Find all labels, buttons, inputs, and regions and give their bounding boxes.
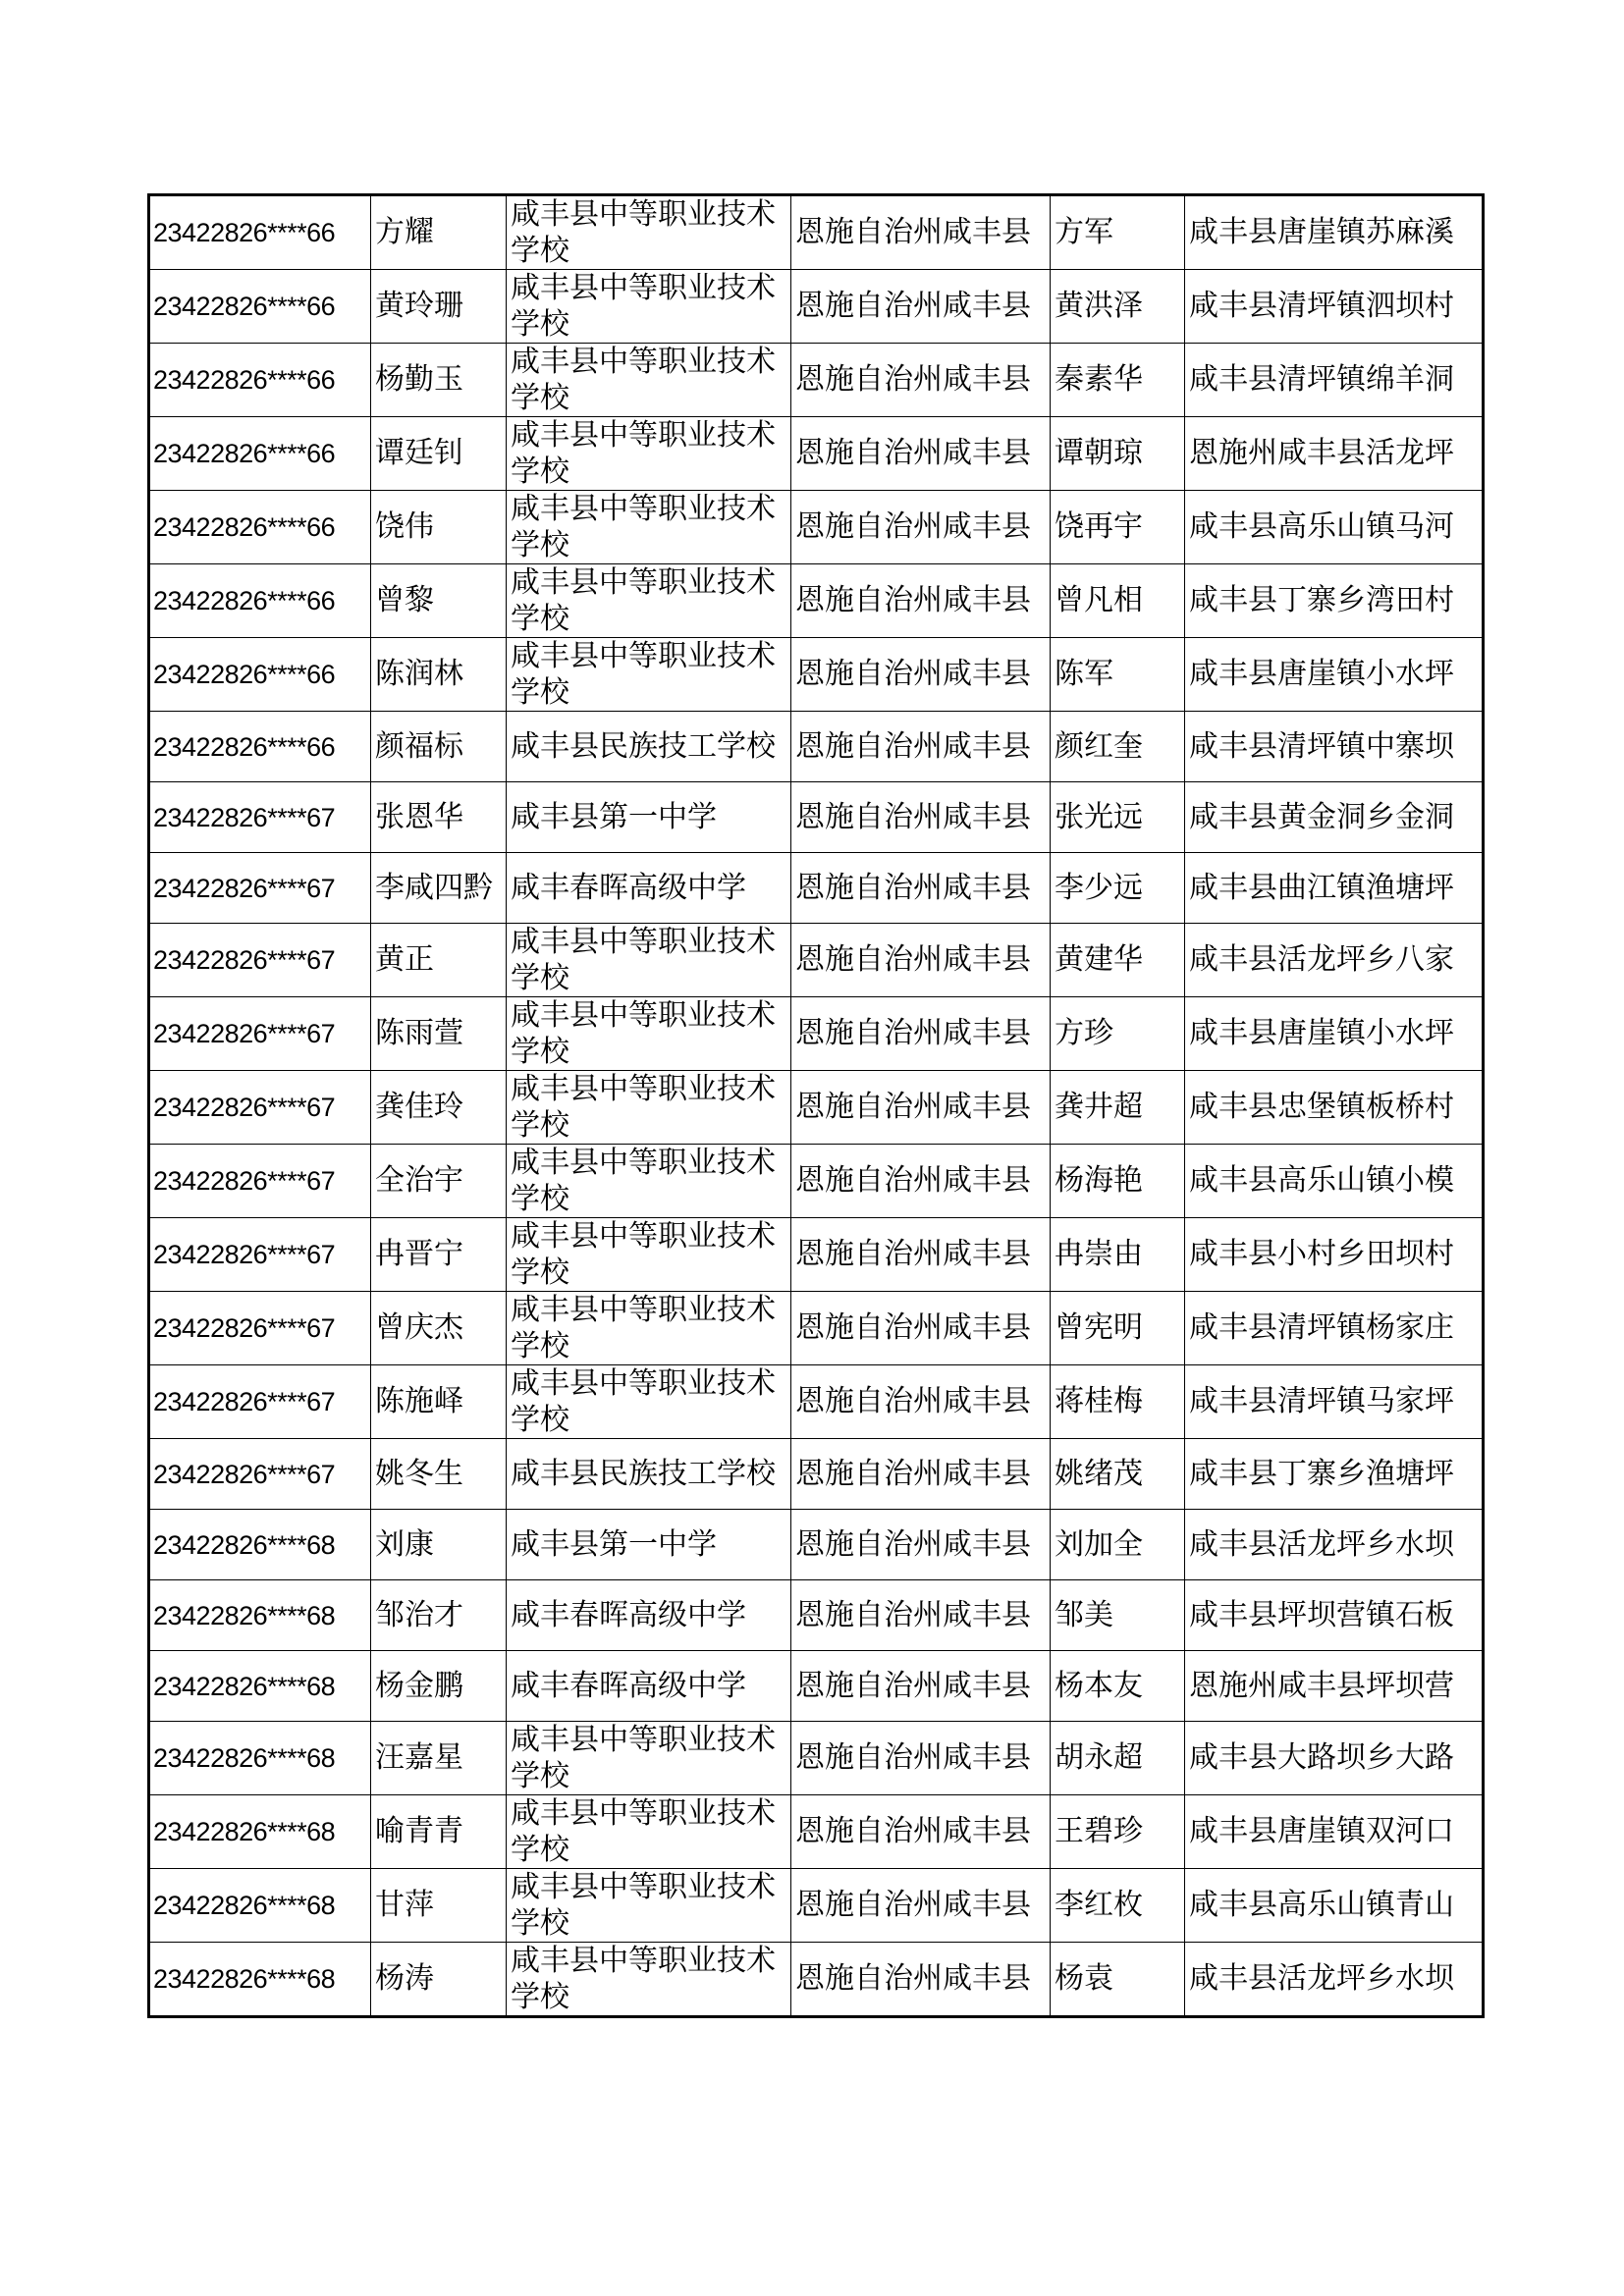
region-cell: 恩施自治州咸丰县 — [791, 1071, 1051, 1145]
id-number-cell: 23422826****68 — [149, 1795, 371, 1869]
address-cell: 咸丰县丁寨乡湾田村 — [1185, 564, 1484, 638]
guardian-cell: 邹美 — [1051, 1580, 1185, 1651]
table-row — [149, 1218, 1484, 1292]
name-cell: 杨勤玉 — [371, 344, 507, 417]
guardian-cell: 王碧珍 — [1051, 1795, 1185, 1869]
id-number-cell: 23422826****68 — [149, 1943, 371, 2017]
address-cell: 咸丰县丁寨乡渔塘坪 — [1185, 1439, 1484, 1510]
region-cell: 恩施自治州咸丰县 — [791, 1145, 1051, 1218]
region-cell: 恩施自治州咸丰县 — [791, 997, 1051, 1071]
id-number-cell: 23422826****66 — [149, 712, 371, 782]
name-cell: 张恩华 — [371, 782, 507, 853]
region-cell: 恩施自治州咸丰县 — [791, 1722, 1051, 1795]
school-cell: 咸丰县中等职业技术学校 — [507, 997, 791, 1071]
region-cell: 恩施自治州咸丰县 — [791, 344, 1051, 417]
guardian-cell: 李红枚 — [1051, 1869, 1185, 1943]
table-row — [149, 853, 1484, 924]
name-cell: 陈润林 — [371, 638, 507, 712]
guardian-cell: 陈军 — [1051, 638, 1185, 712]
address-cell: 咸丰县坪坝营镇石板 — [1185, 1580, 1484, 1651]
table-row — [149, 712, 1484, 782]
guardian-cell: 曾宪明 — [1051, 1292, 1185, 1365]
name-cell: 颜福标 — [371, 712, 507, 782]
id-number-cell: 23422826****66 — [149, 638, 371, 712]
guardian-cell: 胡永超 — [1051, 1722, 1185, 1795]
name-cell: 杨涛 — [371, 1943, 507, 2017]
guardian-cell: 黄建华 — [1051, 924, 1185, 997]
id-number-cell: 23422826****67 — [149, 1439, 371, 1510]
region-cell: 恩施自治州咸丰县 — [791, 712, 1051, 782]
school-cell: 咸丰县第一中学 — [507, 782, 791, 853]
school-cell: 咸丰县中等职业技术学校 — [507, 1795, 791, 1869]
address-cell: 咸丰县唐崖镇双河口 — [1185, 1795, 1484, 1869]
name-cell: 曾庆杰 — [371, 1292, 507, 1365]
name-cell: 邹治才 — [371, 1580, 507, 1651]
guardian-cell: 方珍 — [1051, 997, 1185, 1071]
id-number-cell: 23422826****66 — [149, 564, 371, 638]
region-cell: 恩施自治州咸丰县 — [791, 924, 1051, 997]
table-row — [149, 1510, 1484, 1580]
address-cell: 咸丰县清坪镇马家坪 — [1185, 1365, 1484, 1439]
name-cell: 汪嘉星 — [371, 1722, 507, 1795]
address-cell: 咸丰县活龙坪乡八家 — [1185, 924, 1484, 997]
region-cell: 恩施自治州咸丰县 — [791, 1510, 1051, 1580]
region-cell: 恩施自治州咸丰县 — [791, 853, 1051, 924]
school-cell: 咸丰县民族技工学校 — [507, 1439, 791, 1510]
name-cell: 方耀 — [371, 195, 507, 270]
guardian-cell: 杨袁 — [1051, 1943, 1185, 2017]
table-row — [149, 924, 1484, 997]
address-cell: 咸丰县高乐山镇青山 — [1185, 1869, 1484, 1943]
id-number-cell: 23422826****68 — [149, 1651, 371, 1722]
school-cell: 咸丰春晖高级中学 — [507, 853, 791, 924]
school-cell: 咸丰县中等职业技术学校 — [507, 270, 791, 344]
table-row — [149, 1795, 1484, 1869]
school-cell: 咸丰县中等职业技术学校 — [507, 1943, 791, 2017]
records-table-body — [149, 195, 1484, 2017]
table-row — [149, 564, 1484, 638]
table-row — [149, 1943, 1484, 2017]
school-cell: 咸丰县中等职业技术学校 — [507, 491, 791, 564]
region-cell: 恩施自治州咸丰县 — [791, 1292, 1051, 1365]
id-number-cell: 23422826****67 — [149, 997, 371, 1071]
table-row — [149, 1071, 1484, 1145]
region-cell: 恩施自治州咸丰县 — [791, 1795, 1051, 1869]
address-cell: 咸丰县清坪镇杨家庄 — [1185, 1292, 1484, 1365]
address-cell: 咸丰县唐崖镇小水坪 — [1185, 638, 1484, 712]
id-number-cell: 23422826****67 — [149, 1292, 371, 1365]
address-cell: 咸丰县黄金洞乡金洞 — [1185, 782, 1484, 853]
school-cell: 咸丰县中等职业技术学校 — [507, 1365, 791, 1439]
table-row — [149, 195, 1484, 270]
id-number-cell: 23422826****67 — [149, 1365, 371, 1439]
school-cell: 咸丰县中等职业技术学校 — [507, 344, 791, 417]
address-cell: 咸丰县忠堡镇板桥村 — [1185, 1071, 1484, 1145]
table-row — [149, 1869, 1484, 1943]
school-cell: 咸丰县中等职业技术学校 — [507, 924, 791, 997]
guardian-cell: 方军 — [1051, 195, 1185, 270]
id-number-cell: 23422826****68 — [149, 1869, 371, 1943]
address-cell: 咸丰县活龙坪乡水坝 — [1185, 1510, 1484, 1580]
guardian-cell: 杨本友 — [1051, 1651, 1185, 1722]
region-cell: 恩施自治州咸丰县 — [791, 638, 1051, 712]
address-cell: 咸丰县大路坝乡大路 — [1185, 1722, 1484, 1795]
guardian-cell: 黄洪泽 — [1051, 270, 1185, 344]
id-number-cell: 23422826****67 — [149, 924, 371, 997]
region-cell: 恩施自治州咸丰县 — [791, 1365, 1051, 1439]
guardian-cell: 杨海艳 — [1051, 1145, 1185, 1218]
name-cell: 黄正 — [371, 924, 507, 997]
table-row — [149, 1580, 1484, 1651]
records-table — [147, 193, 1485, 2018]
address-cell: 咸丰县清坪镇中寨坝 — [1185, 712, 1484, 782]
id-number-cell: 23422826****68 — [149, 1510, 371, 1580]
guardian-cell: 冉崇由 — [1051, 1218, 1185, 1292]
table-row — [149, 1292, 1484, 1365]
guardian-cell: 张光远 — [1051, 782, 1185, 853]
school-cell: 咸丰春晖高级中学 — [507, 1580, 791, 1651]
address-cell: 恩施州咸丰县坪坝营 — [1185, 1651, 1484, 1722]
school-cell: 咸丰县中等职业技术学校 — [507, 564, 791, 638]
name-cell: 甘萍 — [371, 1869, 507, 1943]
school-cell: 咸丰县中等职业技术学校 — [507, 1722, 791, 1795]
id-number-cell: 23422826****66 — [149, 491, 371, 564]
region-cell: 恩施自治州咸丰县 — [791, 564, 1051, 638]
id-number-cell: 23422826****67 — [149, 782, 371, 853]
school-cell: 咸丰县中等职业技术学校 — [507, 1071, 791, 1145]
name-cell: 冉晋宁 — [371, 1218, 507, 1292]
guardian-cell: 龚井超 — [1051, 1071, 1185, 1145]
guardian-cell: 李少远 — [1051, 853, 1185, 924]
school-cell: 咸丰春晖高级中学 — [507, 1651, 791, 1722]
id-number-cell: 23422826****67 — [149, 1218, 371, 1292]
guardian-cell: 秦素华 — [1051, 344, 1185, 417]
address-cell: 咸丰县高乐山镇马河 — [1185, 491, 1484, 564]
guardian-cell: 曾凡相 — [1051, 564, 1185, 638]
address-cell: 咸丰县活龙坪乡水坝 — [1185, 1943, 1484, 2017]
table-row — [149, 997, 1484, 1071]
address-cell: 咸丰县高乐山镇小模 — [1185, 1145, 1484, 1218]
table-row — [149, 1145, 1484, 1218]
id-number-cell: 23422826****66 — [149, 270, 371, 344]
school-cell: 咸丰县中等职业技术学校 — [507, 638, 791, 712]
address-cell: 咸丰县小村乡田坝村 — [1185, 1218, 1484, 1292]
table-row — [149, 270, 1484, 344]
table-row — [149, 1365, 1484, 1439]
region-cell: 恩施自治州咸丰县 — [791, 1943, 1051, 2017]
table-row — [149, 344, 1484, 417]
guardian-cell: 蒋桂梅 — [1051, 1365, 1185, 1439]
table-row — [149, 417, 1484, 491]
name-cell: 谭廷钊 — [371, 417, 507, 491]
id-number-cell: 23422826****68 — [149, 1580, 371, 1651]
address-cell: 咸丰县曲江镇渔塘坪 — [1185, 853, 1484, 924]
name-cell: 曾黎 — [371, 564, 507, 638]
region-cell: 恩施自治州咸丰县 — [791, 782, 1051, 853]
name-cell: 全治宇 — [371, 1145, 507, 1218]
table-row — [149, 1651, 1484, 1722]
table-row — [149, 491, 1484, 564]
region-cell: 恩施自治州咸丰县 — [791, 195, 1051, 270]
guardian-cell: 谭朝琼 — [1051, 417, 1185, 491]
guardian-cell: 饶再宇 — [1051, 491, 1185, 564]
name-cell: 陈雨萱 — [371, 997, 507, 1071]
school-cell: 咸丰县中等职业技术学校 — [507, 1869, 791, 1943]
id-number-cell: 23422826****66 — [149, 195, 371, 270]
table-row — [149, 1722, 1484, 1795]
name-cell: 龚佳玲 — [371, 1071, 507, 1145]
region-cell: 恩施自治州咸丰县 — [791, 1218, 1051, 1292]
id-number-cell: 23422826****66 — [149, 417, 371, 491]
school-cell: 咸丰县中等职业技术学校 — [507, 1145, 791, 1218]
school-cell: 咸丰县中等职业技术学校 — [507, 1292, 791, 1365]
table-row — [149, 1439, 1484, 1510]
name-cell: 杨金鹏 — [371, 1651, 507, 1722]
table-row — [149, 638, 1484, 712]
school-cell: 咸丰县中等职业技术学校 — [507, 417, 791, 491]
guardian-cell: 颜红奎 — [1051, 712, 1185, 782]
name-cell: 黄玲珊 — [371, 270, 507, 344]
id-number-cell: 23422826****68 — [149, 1722, 371, 1795]
region-cell: 恩施自治州咸丰县 — [791, 417, 1051, 491]
name-cell: 陈施峄 — [371, 1365, 507, 1439]
region-cell: 恩施自治州咸丰县 — [791, 1439, 1051, 1510]
school-cell: 咸丰县中等职业技术学校 — [507, 1218, 791, 1292]
region-cell: 恩施自治州咸丰县 — [791, 270, 1051, 344]
address-cell: 咸丰县唐崖镇苏麻溪 — [1185, 195, 1484, 270]
name-cell: 喻青青 — [371, 1795, 507, 1869]
name-cell: 李咸四黔 — [371, 853, 507, 924]
region-cell: 恩施自治州咸丰县 — [791, 1651, 1051, 1722]
name-cell: 刘康 — [371, 1510, 507, 1580]
school-cell: 咸丰县第一中学 — [507, 1510, 791, 1580]
address-cell: 咸丰县清坪镇泗坝村 — [1185, 270, 1484, 344]
address-cell: 咸丰县唐崖镇小水坪 — [1185, 997, 1484, 1071]
table-row — [149, 782, 1484, 853]
region-cell: 恩施自治州咸丰县 — [791, 1580, 1051, 1651]
name-cell: 姚冬生 — [371, 1439, 507, 1510]
address-cell: 恩施州咸丰县活龙坪 — [1185, 417, 1484, 491]
guardian-cell: 姚绪茂 — [1051, 1439, 1185, 1510]
id-number-cell: 23422826****67 — [149, 1145, 371, 1218]
address-cell: 咸丰县清坪镇绵羊洞 — [1185, 344, 1484, 417]
guardian-cell: 刘加全 — [1051, 1510, 1185, 1580]
school-cell: 咸丰县民族技工学校 — [507, 712, 791, 782]
name-cell: 饶伟 — [371, 491, 507, 564]
region-cell: 恩施自治州咸丰县 — [791, 491, 1051, 564]
id-number-cell: 23422826****67 — [149, 1071, 371, 1145]
id-number-cell: 23422826****67 — [149, 853, 371, 924]
region-cell: 恩施自治州咸丰县 — [791, 1869, 1051, 1943]
school-cell: 咸丰县中等职业技术学校 — [507, 195, 791, 270]
id-number-cell: 23422826****66 — [149, 344, 371, 417]
